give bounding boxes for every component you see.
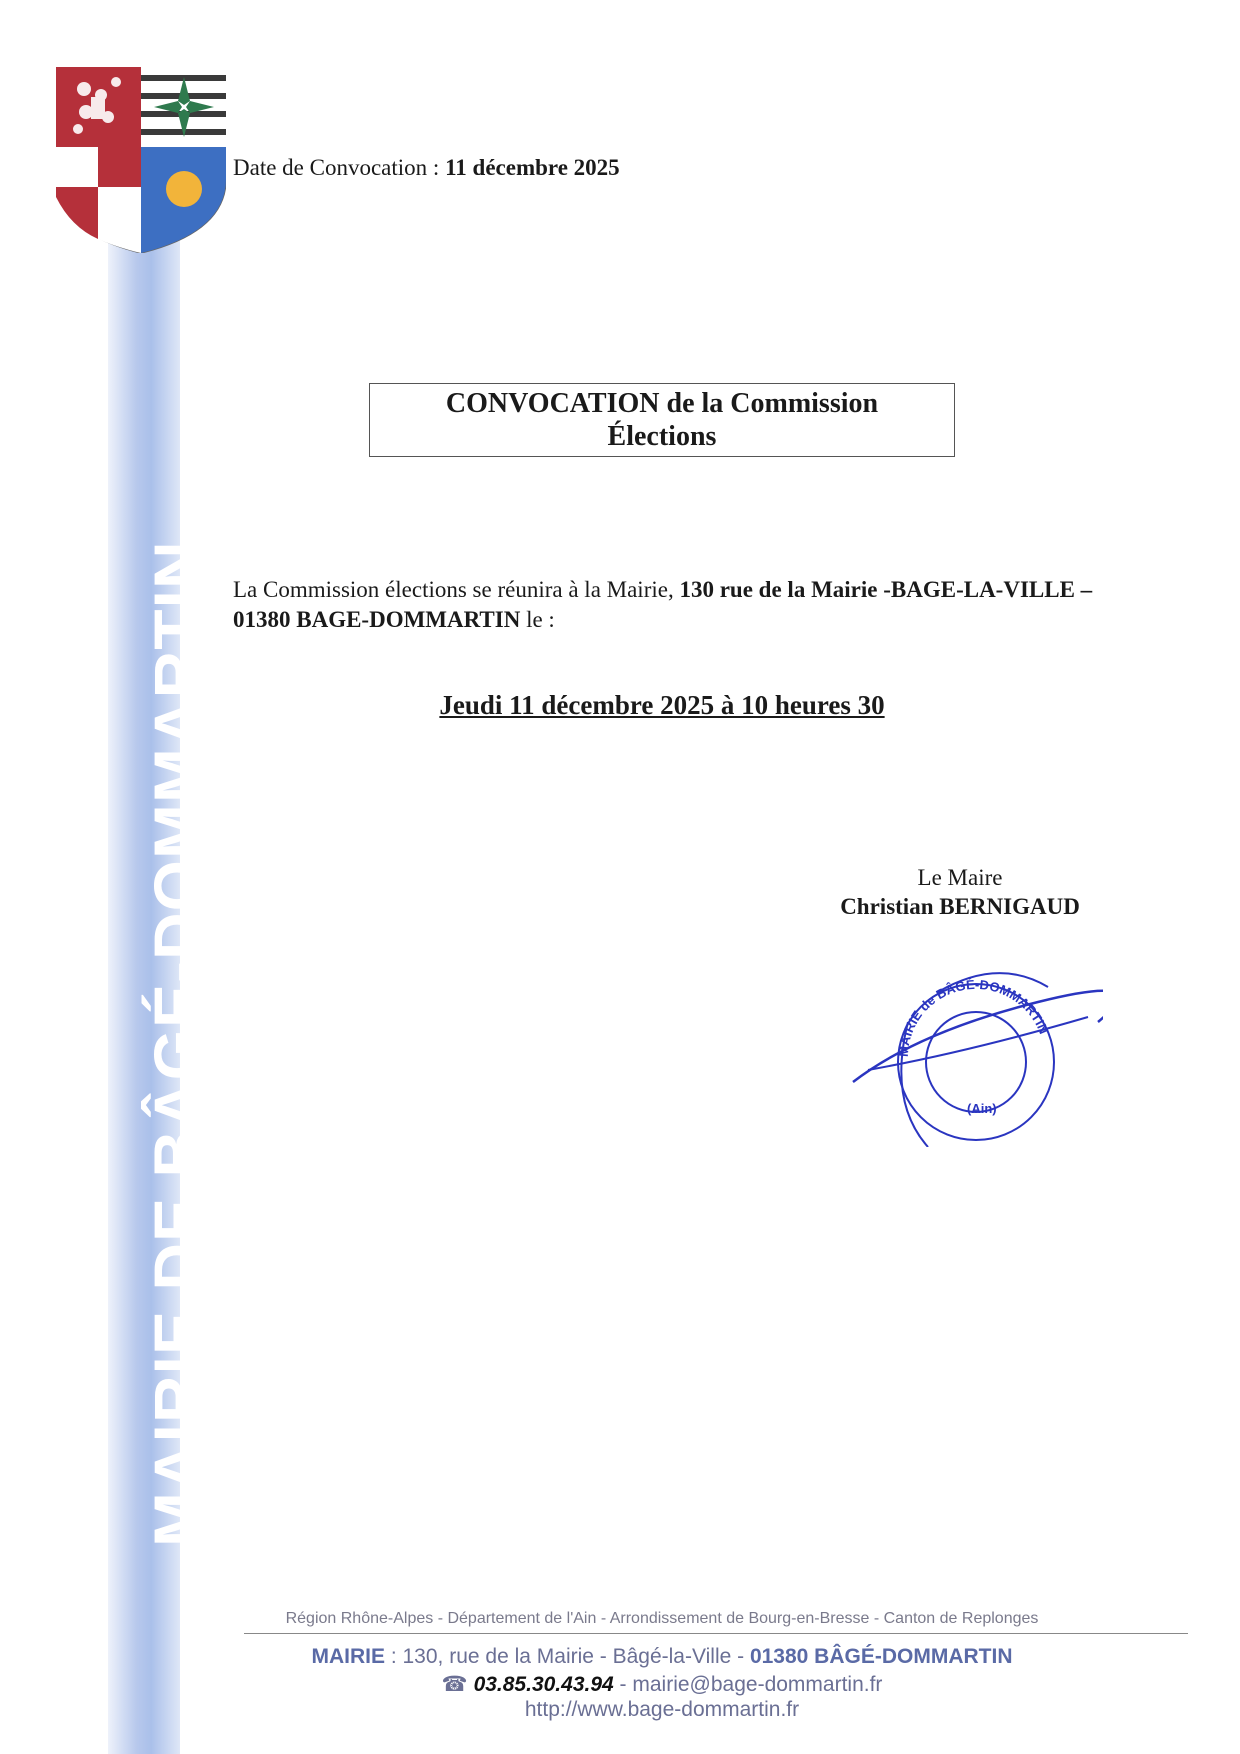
meeting-datetime: Jeudi 11 décembre 2025 à 10 heures 30	[439, 690, 885, 720]
mairie-stamp-icon	[848, 962, 1103, 1147]
title-line-1: CONVOCATION de la Commission	[445, 388, 879, 419]
coat-of-arms-icon	[56, 67, 226, 253]
body-intro: La Commission élections se réunira à la Mairie,	[233, 577, 680, 602]
title-line-2: Élections	[607, 421, 717, 452]
meeting-address: 130 rue de la Mairie -BAGE-LA-VILLE – 01380 BAGE-DOMMARTIN	[233, 577, 1093, 632]
footer-email[interactable]: - mairie@bage-dommartin.fr	[613, 1673, 883, 1696]
phone-icon: ☎	[441, 1673, 468, 1696]
sidebar-mairie-text: MAIRIE DE BÂGÉ-DOMMARTIN	[140, 540, 214, 1547]
footer-region: Région Rhône-Alpes - Département de l'Ain - Arrondissement de Bourg-en-Bresse - Canton de Replonges	[285, 1610, 1039, 1627]
convocation-date	[233, 155, 620, 181]
footer-address-label: MAIRIE	[311, 1645, 385, 1668]
footer-address	[0, 1645, 1240, 1669]
footer-phone: 03.85.30.43.94	[473, 1673, 614, 1696]
stamp-bottom-text: (Ain)	[967, 1101, 997, 1116]
stamp-ring-text: MAIRIE de BÂGÉ-DOMMARTIN	[895, 976, 1052, 1058]
footer-contact	[0, 1672, 1240, 1697]
document-title	[369, 383, 955, 457]
footer-address-city: 01380 BÂGÉ-DOMMARTIN	[749, 1645, 1013, 1668]
convocation-date-label: Date de Convocation :	[233, 155, 440, 180]
signature-role: Le Maire	[917, 865, 1003, 890]
signature-block	[800, 863, 1120, 921]
body-suffix: le :	[520, 607, 555, 632]
footer-address-street: : 130, rue de la Mairie - Bâgé-la-Ville -	[385, 1645, 750, 1668]
body-paragraph	[233, 575, 1103, 635]
footer-divider	[244, 1633, 1188, 1634]
convocation-date-value: 11 décembre 2025	[445, 155, 620, 180]
signature-name: Christian BERNIGAUD	[840, 894, 1080, 919]
footer-website[interactable]: http://www.bage-dommartin.fr	[524, 1698, 800, 1721]
